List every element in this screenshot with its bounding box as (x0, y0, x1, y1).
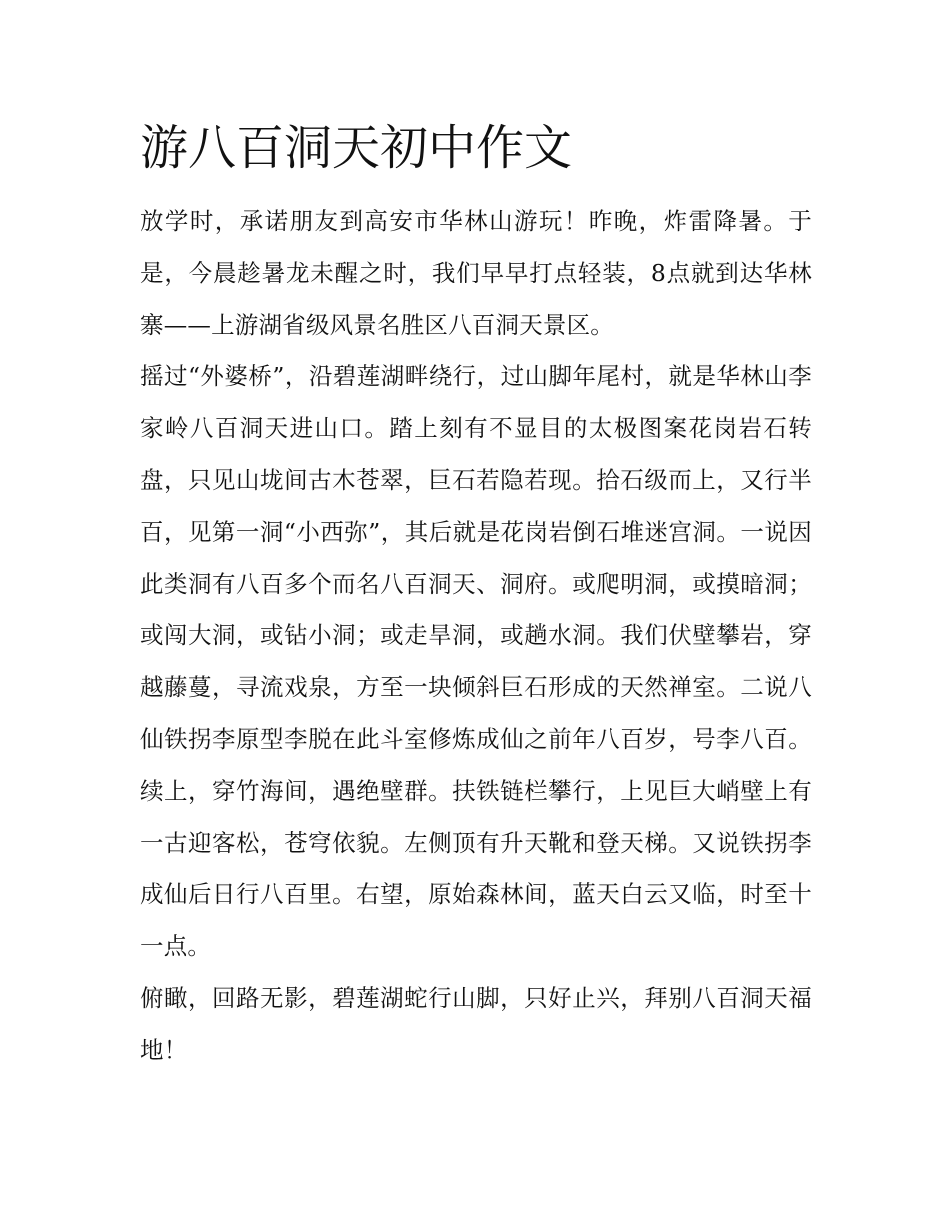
page-title: 游八百洞天初中作文 (140, 120, 573, 176)
paragraph-3: 俯瞰，回路无影，碧莲湖蛇行山脚，只好止兴，拜别八百洞天福地！ (140, 983, 812, 1064)
essay-body (140, 196, 812, 1077)
paragraph-2: 摇过“外婆桥”，沿碧莲湖畔绕行，过山脚年尾村，就是华林山李家岭八百洞天进山口。踏上刻有不显目的太极图案花岗岩石转盘，只见山垅间古木苍翠，巨石若隐若现。拾石级而上，又行半百，见第一洞“小西弥”，其后就是花岗岩倒石堆迷宫洞。一说因此类洞有八百多个而名八百洞天、洞府。或爬明洞，或摸暗洞；或闯大洞，或钻小洞；或走旱洞，或趟水洞。我们伏壁攀岩，穿越藤蔓，寻流戏泉，方至一块倾斜巨石形成的天然禅室。二说八仙铁拐李原型李脱在此斗室修炼成仙之前年八百岁，号李八百。续上，穿竹海间，遇绝壁群。扶铁链栏攀行，上见巨大峭壁上有一古迎客松，苍穹依貌。左侧顶有升天靴和登天梯。又说铁拐李成仙后日行八百里。右望，原始森林间，蓝天白云又临，时至十一点。 (140, 362, 812, 961)
paragraph-1: 放学时，承诺朋友到高安市华林山游玩！昨晚，炸雷降暑。于是，今晨趁暑龙未醒之时，我们早早打点轻装，8点就到达华林寨——上游湖省级风景名胜区八百洞天景区。 (140, 207, 812, 339)
